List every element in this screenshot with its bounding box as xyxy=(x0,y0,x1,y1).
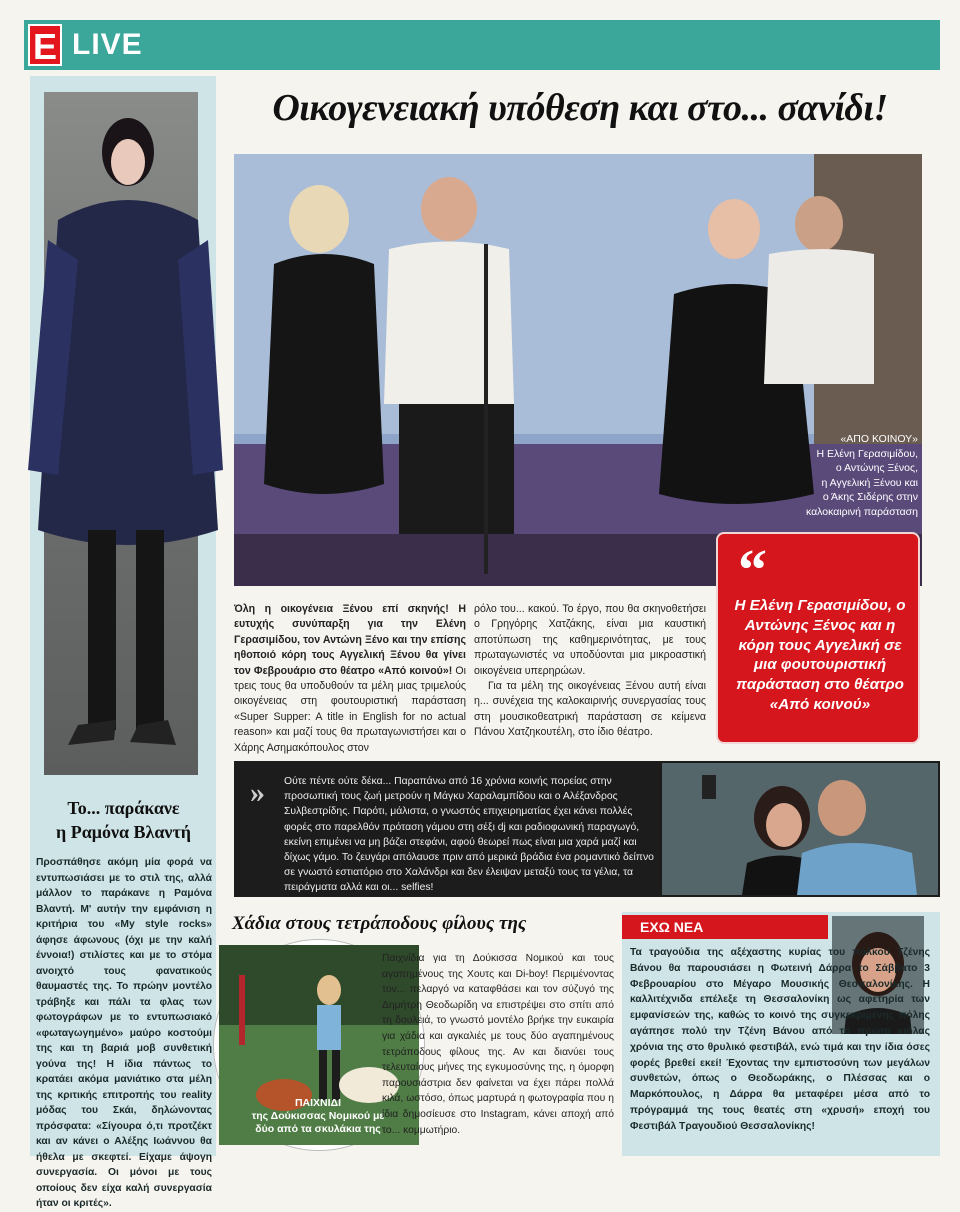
article-lead: Όλη η οικογένεια Ξένου επί σκηνής! Η ευτυχής συνύπαρξη για την Ελένη Γερασιμίδου, τον Αντώνη Ξένο και την επίσης ηθοποιό κόρη τους Αγγελική Ξένου θα γίνει τον Φεβρουάριο στο θέατρο «Από κοινού»! xyxy=(234,603,466,677)
pets-photo-caption xyxy=(228,1097,408,1136)
pets-caption-line: ΠΑΙΧΝΙΔΙ xyxy=(294,1097,342,1109)
section-header xyxy=(24,20,940,70)
caption-line: η Αγγελική Ξένου και xyxy=(821,476,918,489)
pets-caption-line: δύο από τα σκυλάκια της xyxy=(255,1123,381,1135)
article-body-1: Οι τρεις τους θα υποδυθούν τα μέλη μιας τριμελούς οικογένειας στη φουτουριστική παράσταση «Super Supper: A title in English for no actual reason» και μαζί τους θα πρωταγωνιστήσει και ο Χάρης Ασημακόπουλος στον xyxy=(234,664,466,754)
couple-news-text: Ούτε πέντε ούτε δέκα... Παραπάνω από 16 χρόνια κοινής πορείας στην προσωπική τους ζωή μετρούν η Μάγκυ Χαραλαμπίδου και ο Αλέξανδρος Συλβεστρίδης. Παρότι, μάλιστα, ο γνωστός επιχειρηματίας έχει κάνει πολλές φορές στο παρελθόν πρόταση γάμου στη σέξι dj και ραδιοφωνική παραγωγό, εκείνη επιμένει να μη βάζει στεφάνι, αφού θεωρεί πως είναι μια χαρά μαζί και δίχως γάμο. Το ζευγάρι απόλαυσε πριν από μερικά βράδια ένα ρομαντικό δείπνο σε γνωστό εστιατόριο στο Χαλάνδρι και δεν έλειψαν μεταξύ τους τα γέλια, τα πειράγματα αλλά και οι... selfies! xyxy=(284,776,654,894)
ramona-photo xyxy=(18,110,228,770)
stage-photo-caption xyxy=(764,432,918,519)
section-label: LIVE xyxy=(72,28,143,61)
pets-headline: Χάδια στους τετράποδους φίλους της xyxy=(232,913,527,934)
main-headline: Οικογενειακή υπόθεση και στο... σανίδι! xyxy=(272,87,888,129)
article-column-1 xyxy=(234,602,466,756)
caption-line: Η Ελένη Γερασιμίδου, xyxy=(816,447,918,460)
ramona-article-text: Προσπάθησε ακόμη μία φορά να εντυπωσιάσει με το στιλ της, αλλά μάλλον το παράκανε η Ραμόνα Βλαντή. Μ' αυτήν την εμφάνιση η κριτήρια του «My style rocks» άφησε άφωνους (όχι με την καλή έννοια!) στιλίστες και με το στόμα ανοιχτό τους φανατικούς θαυμαστές της. Το πρώην μοντέλο τράβηξε και πάλι τα φλας των φωτογράφων με το εντυπωσιακό «φωταγωγημένο» μαύρο κοστούμι της και τη βαριά μοβ συνθετική γούνα της! Η ίδια πάντως το κρατάει ακόμα μανιάτικο στα μέλη της κριτικής επιτροπής του reality μόδας του Σκάι, δηλώνοντας πρόσφατα: «Σίγουρα ό,τι προτζέκτ και αν κάνει ο Αλέξης Ιωάννου θα ήθελα με σκεφτεί. Είχαμε άψογη συνεργασία. Οι μόνοι με τους οποίους δεν είχα καλή συνεργασία ήταν οι κριτές». xyxy=(36,857,212,1209)
caption-line: καλοκαιρινή παράσταση xyxy=(805,505,918,518)
selfie-photo xyxy=(662,763,938,895)
news-box-text: Τα τραγούδια της αξέχαστης κυρίας του πάλκου Τζένης Βάνου θα παρουσιάσει η Φωτεινή Δάρρα το Σάββατο 3 Φεβρουαρίου στο Μέγαρο Μουσικής Θεσσαλονίκης. Η καλλιτέχνιδα επέλεξε τη Θεσσαλονίκη ως αφετηρία των εμφανίσεών της, καθώς το κοινό της συγκεκριμένης πόλης αγάπησε πολύ την Τζένη Βάνου από τα πρώτα κιόλας χρόνια της στο θρυλικό φεστιβάλ, ενώ τιμά και την ίδια όσες φορές βρεθεί εκεί! Έχοντας την εμπιστοσύνη των μεγάλων συνθετών, όπως ο Θεοδωράκης, ο Πλέσσας και ο Μαρκόπουλος, η Δάρρα θα μεταφέρει μέσα από το πρόγραμμά της τους θεατές στη «χρυσή» εποχή του Φεστιβάλ Τραγουδιού Θεσσαλονίκης! xyxy=(630,947,930,1132)
pets-article-text: Παιχνίδια για τη Δούκισσα Νομικού και τους αγαπημένους της Χουτς και Di-boy! Περιμένοντας τον... πελαργό να καταφθάσει και τον σύζυγό της Δημήτρη Θεοδωρίδη να επιστρέψει στο σπίτι από τη δουλειά, το γνωστό μοντέλο βρήκε την ευκαιρία για χάδια και αγκαλιές με τους δύο αγαπημένους τετράποδους φίλους της. Αν και διανύει τους τελευταίους μήνες της εγκυμοσύνης της, η όμορφη παρουσιάστρια δεν φαίνεται να έχει πάρει πολλά κιλά, ωστόσο, όπως μαρτυρά η φωτογραφία που η ίδια δημοσίευσε στο Instagram, κάνει αποχή από το... κομμωτήριο. xyxy=(382,953,614,1136)
quote-arrow-icon: » xyxy=(250,776,265,809)
pull-quote xyxy=(716,532,920,744)
caption-line: ο Άκης Σιδέρης στην xyxy=(822,491,918,503)
caption-line: ο Αντώνης Ξένος, xyxy=(835,462,918,474)
ramona-headline-line1: Το... παράκανε xyxy=(67,798,180,818)
article-column-2 xyxy=(474,602,706,741)
magazine-logo: E xyxy=(28,24,62,66)
quote-mark-icon: “ xyxy=(738,537,767,602)
news-box-label: ΕΧΩ ΝΕΑ xyxy=(622,915,828,939)
ramona-headline xyxy=(36,796,211,844)
pull-quote-text: Η Ελένη Γερασιμίδου, ο Αντώνης Ξένος και η κόρη τους Αγγελική σε μια φουτουριστική παράσταση στο θέατρο «Από κοινού» xyxy=(734,597,906,713)
article-body-2: ρόλο του... κακού. Το έργο, που θα σκηνοθετήσει ο Γρηγόρης Χατζάκης, είναι μια καυστική αποτύπωση της καθημερινότητας, με τους πρωταγωνιστές να υποδύονται μια μικροαστική οικογένεια υπερηρώων. xyxy=(474,603,706,677)
caption-line: «ΑΠΟ ΚΟΙΝΟΥ» xyxy=(840,433,918,445)
stage-photo xyxy=(234,154,922,586)
ramona-headline-line2: η Ραμόνα Βλαντή xyxy=(55,822,191,842)
pets-caption-line: της Δούκισσας Νομικού με xyxy=(251,1110,385,1122)
article-body-3: Για τα μέλη της οικογένειας Ξένου αυτή είναι η... συνέχεια της καλοκαιρινής συνεργασίας τους στη μουσικοθεατρική παράσταση σε κείμενα Πάνου Χατζηκουτέλη, στο ίδιο θέατρο. xyxy=(474,680,706,739)
